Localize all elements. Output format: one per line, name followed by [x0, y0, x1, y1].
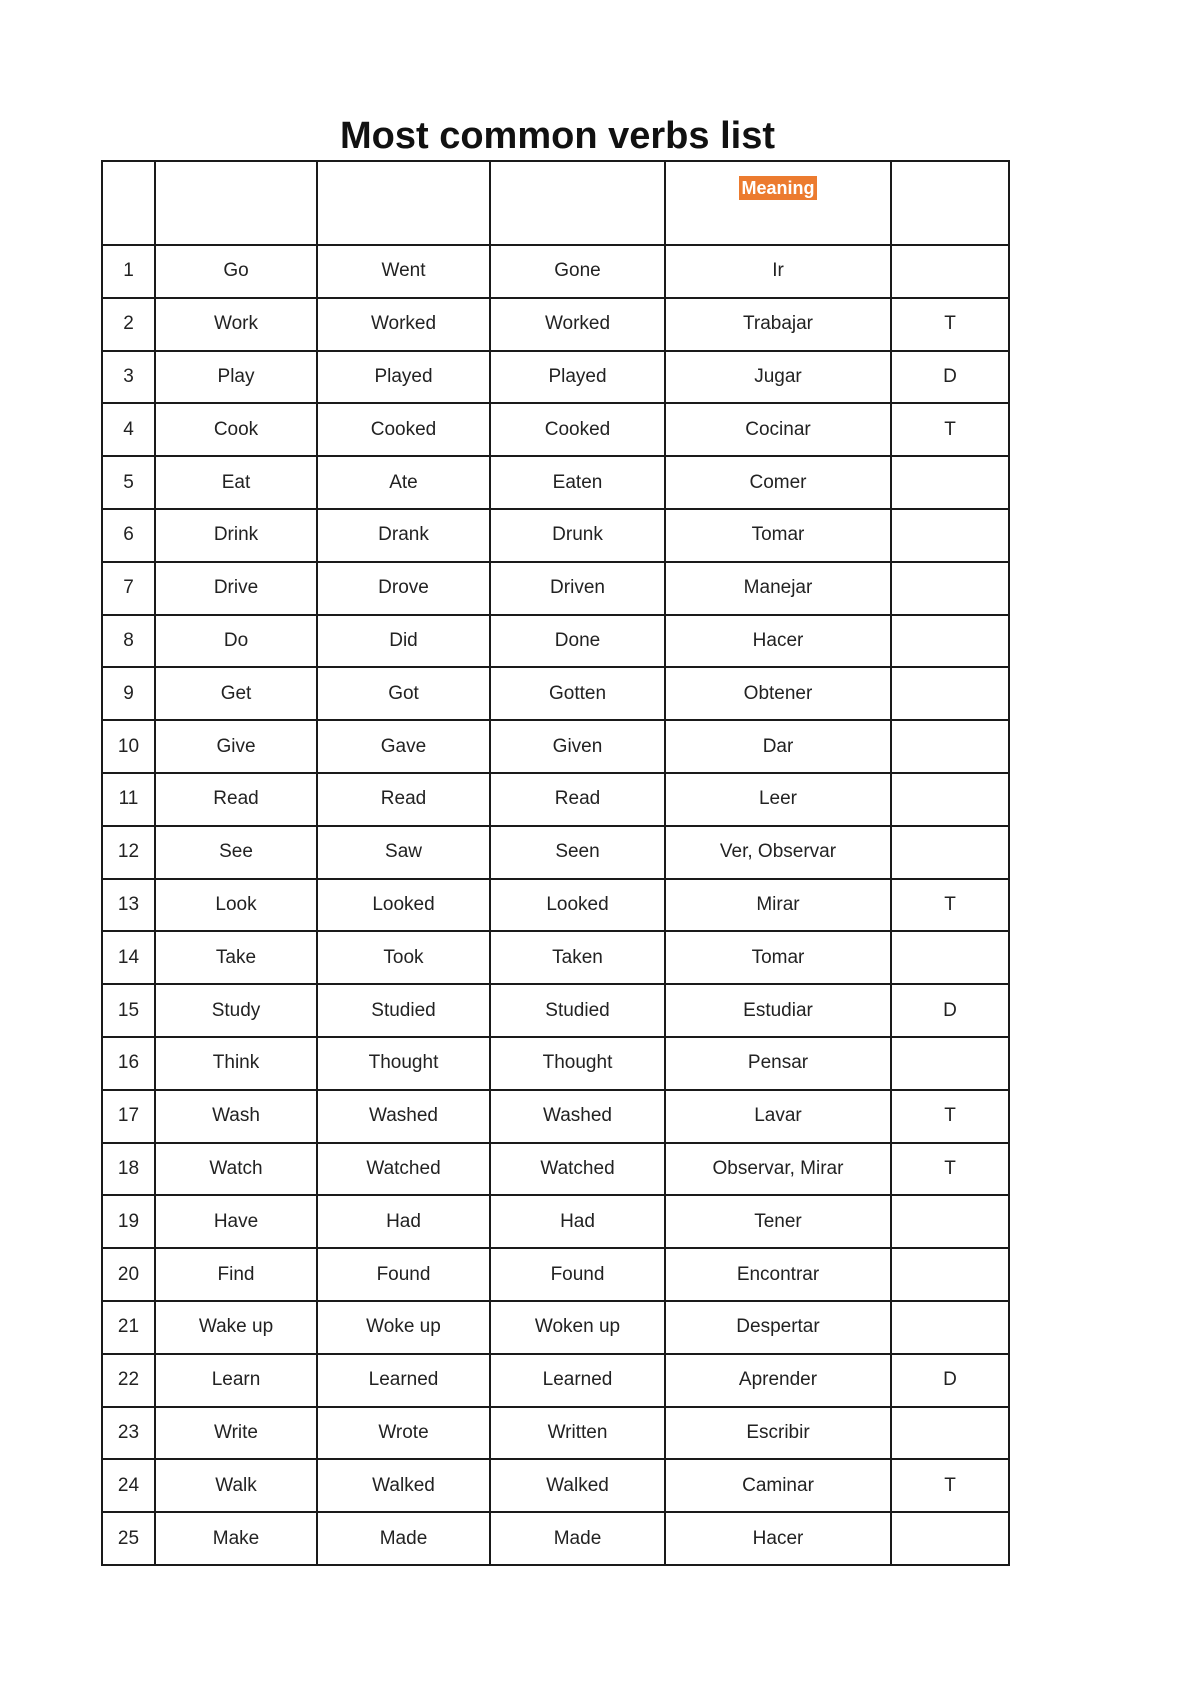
past-participle-cell: Thought: [490, 1037, 665, 1090]
base-form-cell: Drink: [155, 509, 317, 562]
number-cell: 13: [102, 879, 155, 932]
number-cell: 16: [102, 1037, 155, 1090]
past-simple-cell: Saw: [317, 826, 490, 879]
meaning-header-label: Meaning: [741, 178, 815, 198]
table-row: [102, 298, 1009, 351]
base-form-cell: Go: [155, 245, 317, 298]
table-row: [102, 1143, 1009, 1196]
past-simple-cell: Did: [317, 615, 490, 668]
base-form-cell: Drive: [155, 562, 317, 615]
past-simple-cell: Ate: [317, 456, 490, 509]
table-row: [102, 1512, 1009, 1565]
base-form-cell: Do: [155, 615, 317, 668]
past-simple-cell: Had: [317, 1195, 490, 1248]
past-simple-cell: Drank: [317, 509, 490, 562]
past-participle-cell: Written: [490, 1407, 665, 1460]
meaning-cell: Mirar: [665, 879, 891, 932]
past-participle-cell: Read: [490, 773, 665, 826]
number-cell: 23: [102, 1407, 155, 1460]
past-simple-cell: Drove: [317, 562, 490, 615]
number-cell: 19: [102, 1195, 155, 1248]
table-row: [102, 826, 1009, 879]
note-cell: [891, 1248, 1009, 1301]
past-simple-cell: Walked: [317, 1459, 490, 1512]
table-row: [102, 1195, 1009, 1248]
past-participle-cell: Drunk: [490, 509, 665, 562]
base-form-cell: See: [155, 826, 317, 879]
past-participle-cell: Eaten: [490, 456, 665, 509]
meaning-cell: Tomar: [665, 931, 891, 984]
meaning-cell: Tener: [665, 1195, 891, 1248]
table-row: [102, 1407, 1009, 1460]
base-form-cell: Write: [155, 1407, 317, 1460]
page-title: Most common verbs list: [340, 115, 775, 157]
note-cell: [891, 931, 1009, 984]
past-participle-cell: Walked: [490, 1459, 665, 1512]
past-simple-cell: Found: [317, 1248, 490, 1301]
past-simple-cell: Made: [317, 1512, 490, 1565]
meaning-cell: Manejar: [665, 562, 891, 615]
note-cell: D: [891, 351, 1009, 404]
meaning-cell: Ir: [665, 245, 891, 298]
meaning-cell: Observar, Mirar: [665, 1143, 891, 1196]
table-row: [102, 245, 1009, 298]
table-row: [102, 1248, 1009, 1301]
base-form-cell: Give: [155, 720, 317, 773]
past-participle-cell: Studied: [490, 984, 665, 1037]
number-cell: 17: [102, 1090, 155, 1143]
past-participle-cell: Gone: [490, 245, 665, 298]
note-cell: [891, 509, 1009, 562]
past-participle-cell: Worked: [490, 298, 665, 351]
number-cell: 2: [102, 298, 155, 351]
number-cell: 5: [102, 456, 155, 509]
meaning-cell: Aprender: [665, 1354, 891, 1407]
note-cell: [891, 456, 1009, 509]
note-cell: [891, 1512, 1009, 1565]
note-cell: T: [891, 1143, 1009, 1196]
past-participle-cell: Given: [490, 720, 665, 773]
verbs-table: [101, 160, 1010, 1566]
meaning-cell: Jugar: [665, 351, 891, 404]
header-cell-meaning: [665, 161, 891, 245]
note-cell: [891, 773, 1009, 826]
past-participle-cell: Seen: [490, 826, 665, 879]
past-simple-cell: Took: [317, 931, 490, 984]
note-cell: T: [891, 1459, 1009, 1512]
note-cell: [891, 720, 1009, 773]
number-cell: 25: [102, 1512, 155, 1565]
meaning-cell: Tomar: [665, 509, 891, 562]
past-simple-cell: Cooked: [317, 403, 490, 456]
verbs-table-body: [102, 161, 1009, 1565]
base-form-cell: Wash: [155, 1090, 317, 1143]
note-cell: [891, 562, 1009, 615]
number-cell: 1: [102, 245, 155, 298]
past-participle-cell: Looked: [490, 879, 665, 932]
meaning-cell: Leer: [665, 773, 891, 826]
past-simple-cell: Thought: [317, 1037, 490, 1090]
past-participle-cell: Found: [490, 1248, 665, 1301]
past-simple-cell: Woke up: [317, 1301, 490, 1354]
number-cell: 3: [102, 351, 155, 404]
past-simple-cell: Went: [317, 245, 490, 298]
past-simple-cell: Worked: [317, 298, 490, 351]
table-row: [102, 931, 1009, 984]
meaning-cell: Hacer: [665, 615, 891, 668]
base-form-cell: Play: [155, 351, 317, 404]
table-row: [102, 1354, 1009, 1407]
number-cell: 18: [102, 1143, 155, 1196]
note-cell: [891, 245, 1009, 298]
note-cell: [891, 1037, 1009, 1090]
meaning-cell: Trabajar: [665, 298, 891, 351]
meaning-cell: Lavar: [665, 1090, 891, 1143]
meaning-cell: Caminar: [665, 1459, 891, 1512]
note-cell: [891, 615, 1009, 668]
meaning-cell: Hacer: [665, 1512, 891, 1565]
past-simple-cell: Washed: [317, 1090, 490, 1143]
number-cell: 15: [102, 984, 155, 1037]
table-row: [102, 403, 1009, 456]
note-cell: D: [891, 1354, 1009, 1407]
table-row: [102, 351, 1009, 404]
past-participle-cell: Watched: [490, 1143, 665, 1196]
base-form-cell: Cook: [155, 403, 317, 456]
base-form-cell: Find: [155, 1248, 317, 1301]
past-participle-cell: Learned: [490, 1354, 665, 1407]
meaning-cell: Obtener: [665, 667, 891, 720]
note-cell: T: [891, 879, 1009, 932]
table-row: [102, 667, 1009, 720]
note-cell: [891, 1195, 1009, 1248]
past-simple-cell: Gave: [317, 720, 490, 773]
note-cell: T: [891, 403, 1009, 456]
base-form-cell: Read: [155, 773, 317, 826]
past-participle-cell: Gotten: [490, 667, 665, 720]
past-simple-cell: Got: [317, 667, 490, 720]
base-form-cell: Learn: [155, 1354, 317, 1407]
base-form-cell: Eat: [155, 456, 317, 509]
base-form-cell: Get: [155, 667, 317, 720]
note-cell: T: [891, 298, 1009, 351]
meaning-cell: Estudiar: [665, 984, 891, 1037]
number-cell: 21: [102, 1301, 155, 1354]
meaning-cell: Ver, Observar: [665, 826, 891, 879]
table-row: [102, 1301, 1009, 1354]
base-form-cell: Work: [155, 298, 317, 351]
table-row: [102, 1090, 1009, 1143]
header-cell-past: [317, 161, 490, 245]
past-simple-cell: Wrote: [317, 1407, 490, 1460]
table-row: [102, 773, 1009, 826]
header-row: [102, 161, 1009, 245]
header-cell-base: [155, 161, 317, 245]
number-cell: 9: [102, 667, 155, 720]
number-cell: 14: [102, 931, 155, 984]
base-form-cell: Wake up: [155, 1301, 317, 1354]
number-cell: 11: [102, 773, 155, 826]
table-row: [102, 1459, 1009, 1512]
meaning-cell: Pensar: [665, 1037, 891, 1090]
note-cell: T: [891, 1090, 1009, 1143]
past-simple-cell: Played: [317, 351, 490, 404]
past-participle-cell: Had: [490, 1195, 665, 1248]
table-row: [102, 984, 1009, 1037]
base-form-cell: Study: [155, 984, 317, 1037]
past-participle-cell: Washed: [490, 1090, 665, 1143]
table-row: [102, 879, 1009, 932]
number-cell: 22: [102, 1354, 155, 1407]
meaning-cell: Cocinar: [665, 403, 891, 456]
meaning-cell: Dar: [665, 720, 891, 773]
past-participle-cell: Driven: [490, 562, 665, 615]
past-simple-cell: Learned: [317, 1354, 490, 1407]
base-form-cell: Think: [155, 1037, 317, 1090]
meaning-cell: Escribir: [665, 1407, 891, 1460]
base-form-cell: Have: [155, 1195, 317, 1248]
note-cell: [891, 667, 1009, 720]
number-cell: 20: [102, 1248, 155, 1301]
table-row: [102, 1037, 1009, 1090]
number-cell: 24: [102, 1459, 155, 1512]
number-cell: 7: [102, 562, 155, 615]
meaning-cell: Despertar: [665, 1301, 891, 1354]
table-row: [102, 615, 1009, 668]
past-participle-cell: Cooked: [490, 403, 665, 456]
base-form-cell: Make: [155, 1512, 317, 1565]
note-cell: [891, 1407, 1009, 1460]
header-cell-number: [102, 161, 155, 245]
number-cell: 10: [102, 720, 155, 773]
table-row: [102, 509, 1009, 562]
past-participle-cell: Played: [490, 351, 665, 404]
note-cell: [891, 826, 1009, 879]
number-cell: 8: [102, 615, 155, 668]
note-cell: D: [891, 984, 1009, 1037]
base-form-cell: Look: [155, 879, 317, 932]
number-cell: 6: [102, 509, 155, 562]
table-row: [102, 720, 1009, 773]
past-participle-cell: Made: [490, 1512, 665, 1565]
table-row: [102, 456, 1009, 509]
past-participle-cell: Woken up: [490, 1301, 665, 1354]
base-form-cell: Watch: [155, 1143, 317, 1196]
meaning-cell: Comer: [665, 456, 891, 509]
note-cell: [891, 1301, 1009, 1354]
past-simple-cell: Read: [317, 773, 490, 826]
meaning-cell: Encontrar: [665, 1248, 891, 1301]
past-participle-cell: Taken: [490, 931, 665, 984]
past-participle-cell: Done: [490, 615, 665, 668]
header-cell-note: [891, 161, 1009, 245]
header-cell-participle: [490, 161, 665, 245]
table-row: [102, 562, 1009, 615]
base-form-cell: Take: [155, 931, 317, 984]
past-simple-cell: Studied: [317, 984, 490, 1037]
past-simple-cell: Watched: [317, 1143, 490, 1196]
past-simple-cell: Looked: [317, 879, 490, 932]
number-cell: 12: [102, 826, 155, 879]
number-cell: 4: [102, 403, 155, 456]
base-form-cell: Walk: [155, 1459, 317, 1512]
